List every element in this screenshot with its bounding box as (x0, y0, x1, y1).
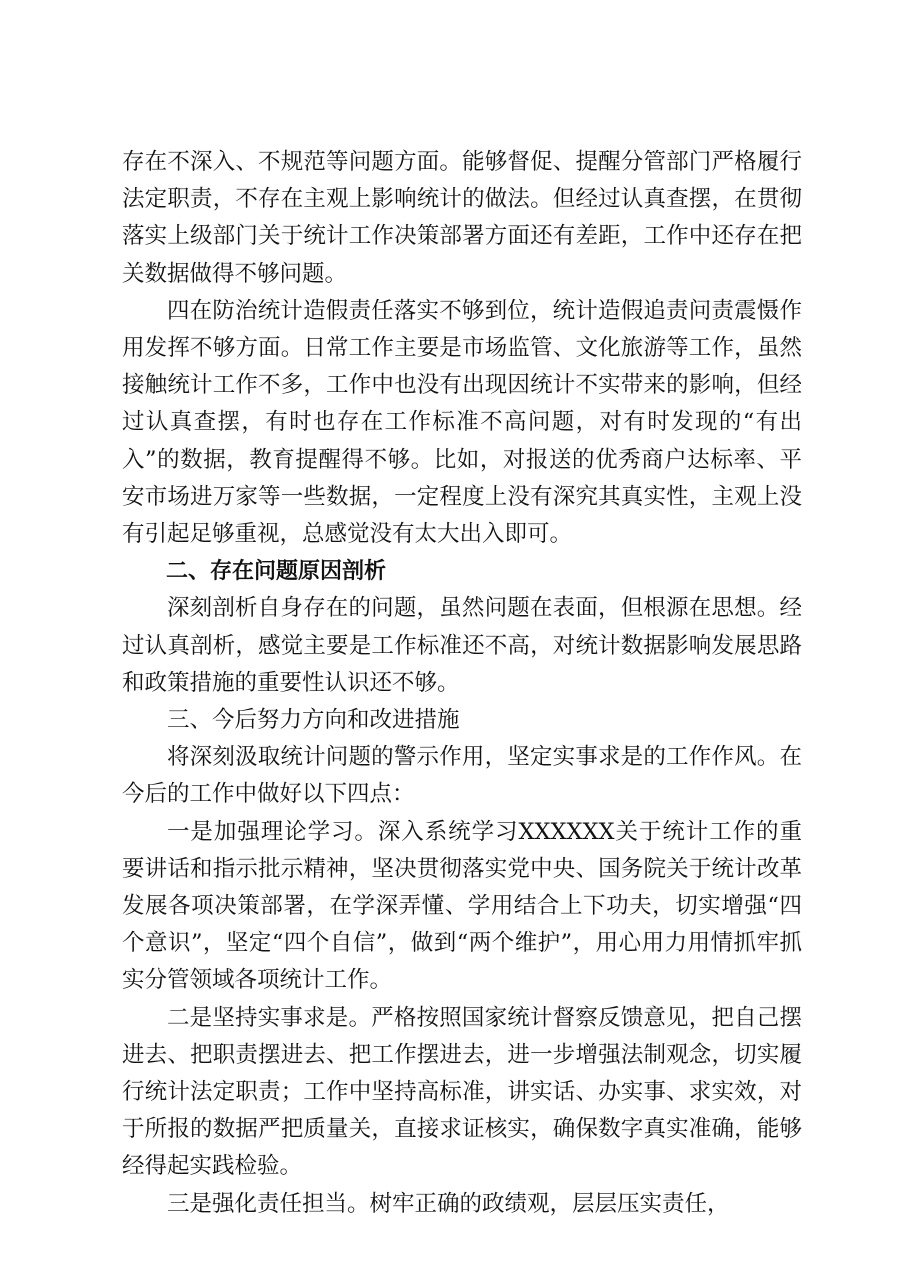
paragraph-measure-one: 一是加强理论学习。深入系统学习XXXXXX关于统计工作的重要讲话和指示批示精神，坚决贯彻落实党中央、国务院关于统计改革发展各项决策部署，在学深弄懂、学用结合上下功夫，切实增强“四个意识”，坚定“四个自信”，做到“两个维护”，用心用力用情抓牢抓实分管领域各项统计工作。 (122, 818, 802, 994)
paragraph-intro-measures: 将深刻汲取统计问题的警示作用，坚定实事求是的工作作风。在今后的工作中做好以下四点： (122, 744, 802, 808)
paragraph-measure-three: 三是强化责任担当。树牢正确的政绩观，层层压实责任， (167, 1190, 730, 1217)
section-heading-two: 二、存在问题原因剖析 (166, 559, 387, 585)
paragraph-item-four: 四在防治统计造假责任落实不够到位，统计造假追责问责震慑作用发挥不够方面。日常工作主要是市场监管、文化旅游等工作，虽然接触统计工作不多，工作中也没有出现因统计不实带来的影响，但经过认真查摆，有时也存在工作标准不高问题，对有时发现的“有出入”的数据，教育提醒得不够。比如，对报送的优秀商户达标率、平安市场进万家等一些数据，一定程度上没有深究其真实性，主观上没有引起足够重视，总感觉没有太大出入即可。 (122, 297, 802, 548)
paragraph-cause-analysis: 深刻剖析自身存在的问题，虽然问题在表面，但根源在思想。经过认真剖析，感觉主要是工作标准还不高，对统计数据影响发展思路和政策措施的重要性认识还不够。 (122, 595, 802, 696)
paragraph-measure-two: 二是坚持实事求是。严格按照国家统计督察反馈意见，把自己摆进去、把职责摆进去、把工作摆进去，进一步增强法制观念，切实履行统计法定职责；工作中坚持高标准，讲实话、办实事、求实效，对于所报的数据严把质量关，直接求证核实，确保数字真实准确，能够经得起实践检验。 (122, 1004, 802, 1180)
paragraph-continued: 存在不深入、不规范等问题方面。能够督促、提醒分管部门严格履行法定职责，不存在主观上影响统计的做法。但经过认真查摆，在贯彻落实上级部门关于统计工作决策部署方面还有差距，工作中还存在把关数据做得不够问题。 (122, 149, 802, 287)
document-body (122, 144, 802, 1223)
section-heading-three: 三、今后努力方向和改进措施 (167, 707, 460, 734)
